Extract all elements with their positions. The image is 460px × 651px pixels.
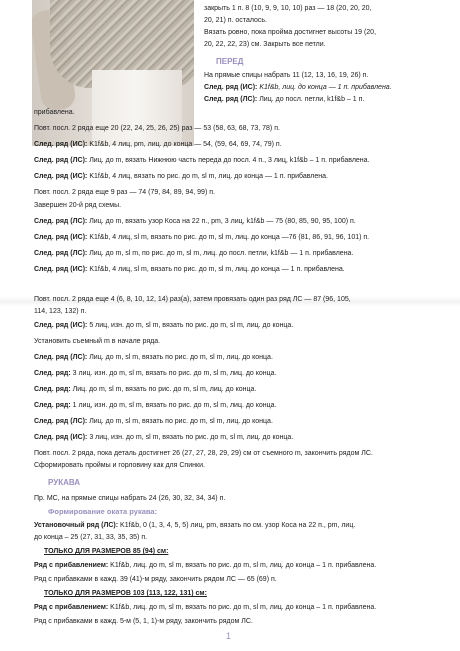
body-line: Повт. посл. 2 ряда еще 20 (22, 24, 25, 26, 25) раз — 53 (58, 63, 68, 73, 78) п. — [34, 125, 280, 132]
front-row-1 — [204, 83, 392, 92]
row-label: След. ряд (ЛС): — [34, 157, 90, 164]
front-row-2 — [204, 95, 364, 104]
body-line — [34, 353, 273, 362]
back-line-1: закрыть 1 п. 8 (10, 9, 9, 10, 10) раз — 18 (20, 20, 20, — [204, 5, 372, 12]
row-label: След. ряд (ИС): — [34, 434, 90, 441]
row-text: Лиц. до m, sl m, по рис. до m, sl m, лиц. до посл. петли, k1f&b — 1 п. прибавлена. — [89, 250, 354, 257]
sleeves-set-row — [34, 521, 355, 530]
body-line: Повт. посл. 2 ряда, пока деталь достигнет 26 (27, 27, 28, 29, 29) см от съемного m, закончить рядом ЛС. — [34, 450, 373, 457]
row-label: След. ряд (ЛС): — [34, 418, 90, 425]
body-line — [34, 417, 273, 426]
row-text: K1f&b, лиц. до конца — 1 п. прибавлена. — [257, 84, 392, 91]
row-text: K1f&b, 4 лиц, pm, лиц. до конца — 54, (59, 64, 69, 74, 79) п. — [89, 141, 282, 148]
sleeves-shaping: Формирование оката рукава: — [48, 507, 158, 516]
sleeves-inc-row-1 — [34, 561, 376, 570]
sleeves-heading: РУКАВА — [48, 478, 81, 487]
sleeves-size-1: ТОЛЬКО ДЛЯ РАЗМЕРОВ 85 (94) см: — [44, 548, 169, 555]
photo-pants — [92, 70, 182, 146]
body-line — [34, 249, 353, 258]
row-text: K1f&b, 4 лиц, вязать по рис. до m, sl m, лиц. до конца — 1 п. прибавлена. — [89, 173, 328, 180]
front-row-2-cont: прибавлена. — [34, 109, 75, 116]
body-line — [34, 433, 293, 442]
sleeves-inc-row-2 — [34, 603, 376, 612]
row-text: Лиц. до m, sl m, вязать по рис. до m, sl m, лиц. до конца. — [89, 418, 273, 425]
row-label: След. ряд (ИС): — [204, 84, 258, 91]
body-line: Повт. посл. 2 ряда еще 4 (6, 8, 10, 12, 14) раз(а), затем провязать один раз ряд ЛС — 87 (96, 105, — [34, 296, 351, 303]
front-cast-on: На прямые спицы набрать 11 (12, 13, 16, 19, 26) п. — [204, 72, 369, 79]
body-line: Установить съемный m в начале ряда. — [34, 338, 161, 345]
row-text: K1f&b, лиц. до m, sl m, вязать по рис. до m, sl m, лиц. до конца – 1 п. прибавлена. — [108, 562, 377, 569]
body-line — [34, 156, 370, 165]
row-text: Лиц. до m, sl m, вязать по рис. до m, sl m, лиц. до конца. — [72, 386, 257, 393]
back-line-3: Вязать ровно, пока пройма достигнет высоты 19 (20, — [204, 29, 377, 36]
row-text: 5 лиц, изн. до m, sl m, вязать по рис. до m, sl m, лиц. до конца. — [89, 322, 294, 329]
body-line — [34, 321, 293, 330]
body-line: Повт. посл. 2 ряда еще 9 раз — 74 (79, 84, 89, 94, 99) п. — [34, 189, 215, 196]
row-text: Лиц. до m, sl m, вязать по рис. до m, sl m, лиц. до конца. — [89, 354, 273, 361]
row-text: Лиц. до m, вязать узор Коса на 22 п., pm, 3 лиц, k1f&b — 75 (80, 85, 90, 95, 100) п. — [89, 218, 356, 225]
body-line — [34, 140, 282, 149]
sleeves-rep-2: Ряд с прибавками в кажд. 5-м (5, 1, 1)-м ряду, закончить рядом ЛС. — [34, 618, 253, 625]
sleeves-rep-1: Ряд с прибавками в кажд. 39 (41)-м ряду, закончить рядом ЛС — 65 (69) п. — [34, 576, 277, 583]
sleeves-size-2: ТОЛЬКО ДЛЯ РАЗМЕРОВ 103 (113, 122, 131) см: — [44, 590, 207, 597]
row-label: След. ряд (ИС): — [34, 266, 90, 273]
row-label: След. ряд (ЛС): — [34, 218, 90, 225]
row-label: Ряд с прибавлением: — [34, 604, 109, 611]
row-label: След. ряд (ИС): — [34, 322, 90, 329]
body-line: 114, 123, 132) п. — [34, 308, 87, 315]
row-label: След. ряд (ЛС): — [204, 96, 258, 103]
row-text: Лиц. до m, вязать Нижнюю часть переда до посл. 4 п., 3 лиц, k1f&b – 1 п. прибавлена. — [89, 157, 370, 164]
row-text: K1f&b, 4 лиц, sl m, вязать по рис. до m, sl m, лиц. до конца —76 (81, 86, 91, 96, 101) п. — [89, 234, 370, 241]
body-line — [34, 217, 356, 226]
sleeves-set-cont: до конца – 25 (27, 31, 33, 35, 35) п. — [34, 534, 148, 541]
row-label: Установочный ряд (ЛС): — [34, 522, 119, 529]
row-label: След. ряд: — [34, 370, 73, 377]
row-label: След. ряд: — [34, 386, 73, 393]
body-line — [34, 265, 345, 274]
row-label: След. ряд (ИС): — [34, 173, 90, 180]
front-heading: ПЕРЕД — [216, 57, 244, 66]
row-label: След. ряд: — [34, 402, 73, 409]
body-line: Завершен 20-й ряд схемы. — [34, 202, 122, 209]
row-text: 1 лиц, изн. до m, sl m, вязать по рис. до m, sl m, лиц. до конца. — [72, 402, 277, 409]
row-label: Ряд с прибавлением: — [34, 562, 109, 569]
body-line — [34, 233, 369, 242]
body-line — [34, 401, 277, 410]
row-text: 3 лиц, изн. до m, sl m, вязать по рис. до m, sl m, лиц. до конца. — [89, 434, 294, 441]
back-line-2: 20, 21) п. осталось. — [204, 17, 267, 24]
row-label: След. ряд (ЛС): — [34, 250, 90, 257]
row-text: K1f&b, 4 лиц, sl m, вязать по рис. до m, sl m, лиц. до конца — 1 п. прибавлена. — [89, 266, 345, 273]
body-line: Сформировать проймы и горловину как для Спинки. — [34, 462, 205, 469]
row-label: След. ряд (ИС): — [34, 141, 90, 148]
row-label: След. ряд (ИС): — [34, 234, 90, 241]
row-text: K1f&b, 0 (1, 3, 4, 5, 5) лиц, pm, вязать по см. узор Коса на 22 п., pm, лиц. — [118, 522, 356, 529]
body-line — [34, 172, 328, 181]
row-label: След. ряд (ЛС): — [34, 354, 90, 361]
row-text: Лиц. до посл. петли, k1f&b – 1 п. — [257, 96, 365, 103]
body-line — [34, 369, 277, 378]
back-line-4: 20, 22, 22, 23) см. Закрыть все петли. — [204, 41, 326, 48]
row-text: K1f&b, лиц. до m, sl m, вязать по рис. до m, sl m, лиц. до конца – 1 п. прибавлена. — [108, 604, 377, 611]
row-text: 3 лиц. изн. до m, sl m, вязать по рис. до m, sl m, лиц. до конца. — [72, 370, 277, 377]
sleeves-cast-on: Пр. МС, на прямые спицы набрать 24 (26, 30, 32, 34, 34) п. — [34, 495, 226, 502]
body-line — [34, 385, 256, 394]
page-number: 1 — [226, 631, 232, 641]
